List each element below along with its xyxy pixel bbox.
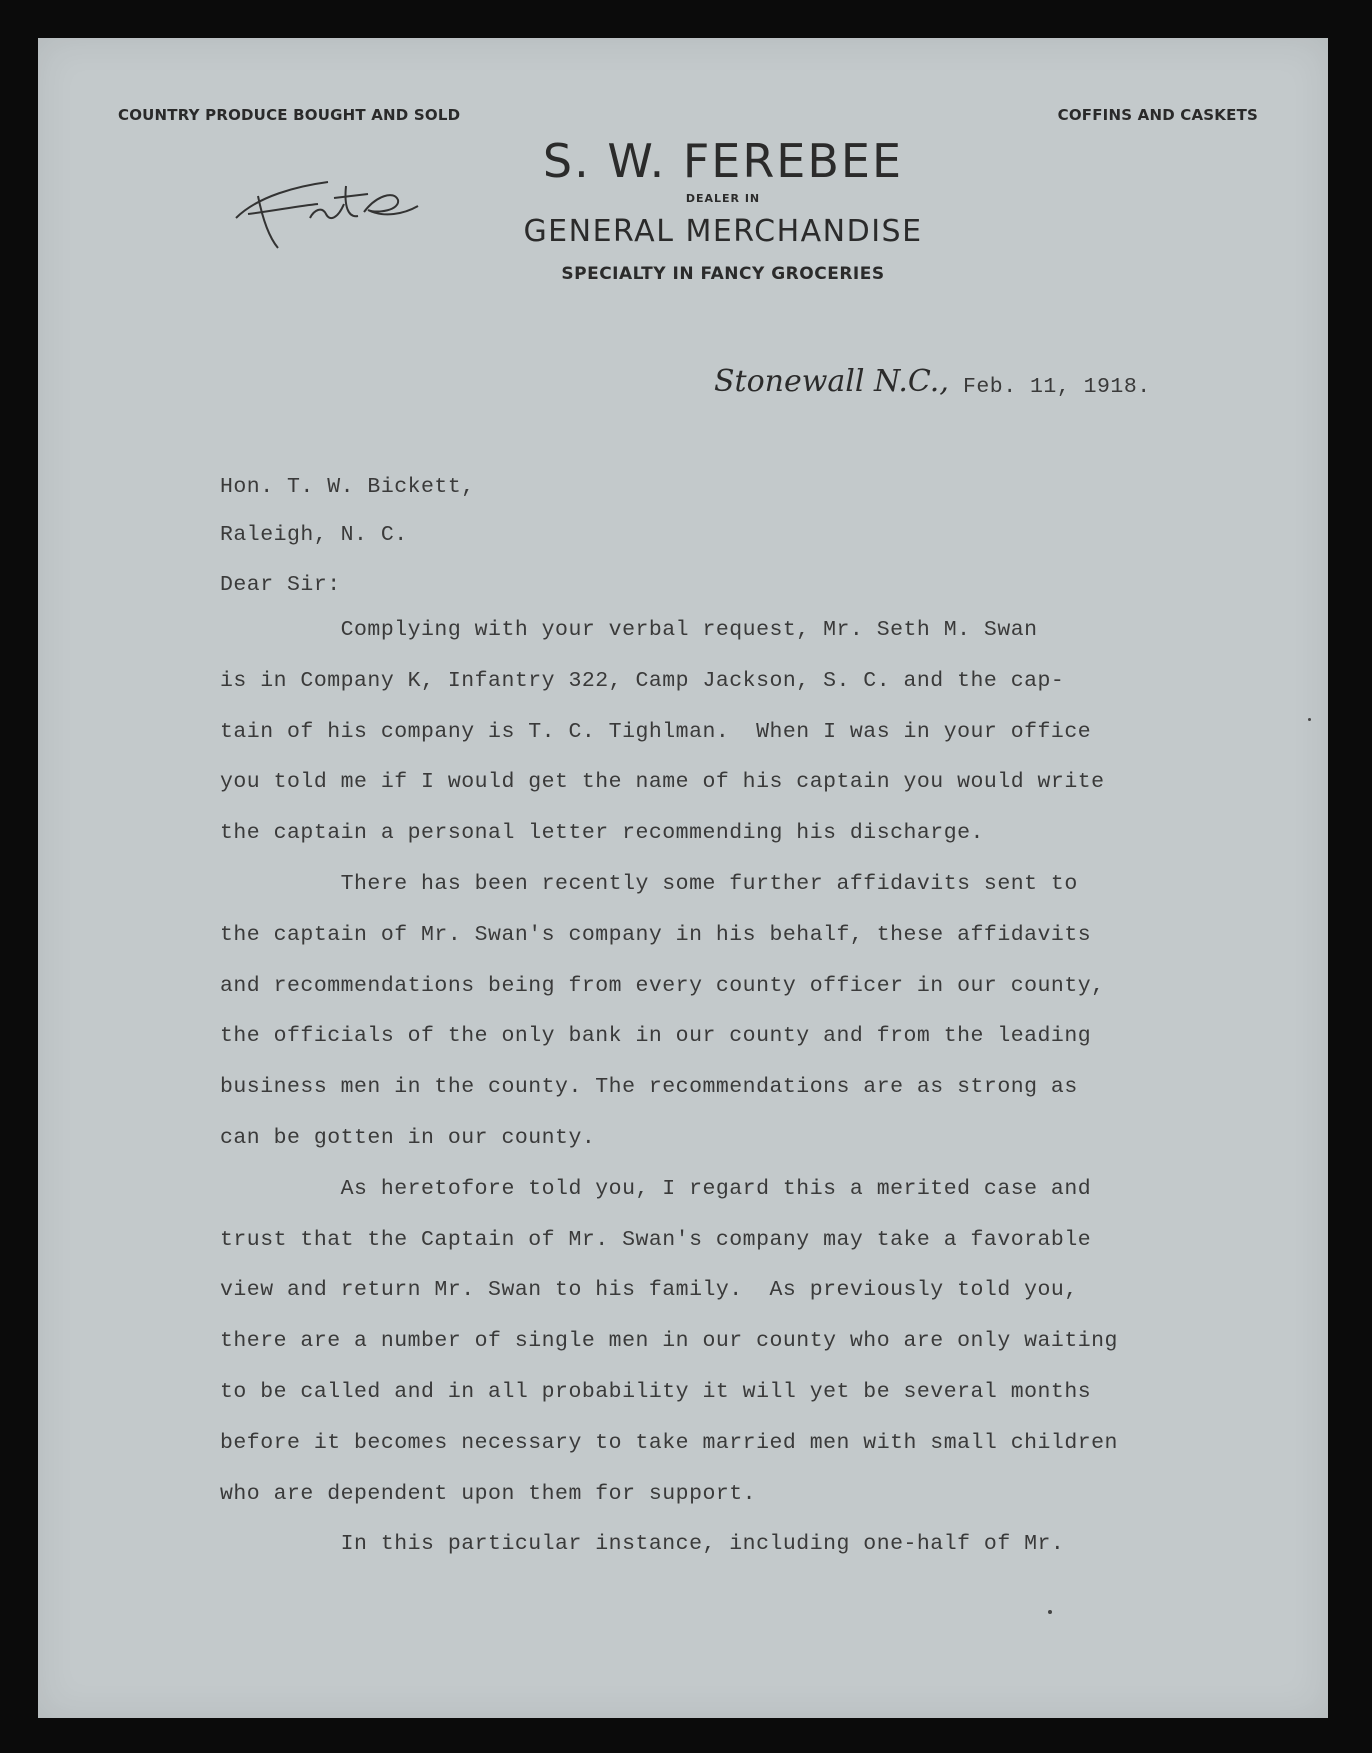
firm-name: S. W. FEREBEE [542, 134, 904, 188]
body-line: tain of his company is T. C. Tighlman. When I was in your office [220, 719, 1092, 744]
body-line: view and return Mr. Swan to his family. As previously told you, [220, 1278, 1078, 1303]
letter-paper [38, 38, 1328, 1718]
body-line: the captain a personal letter recommending his discharge. [220, 821, 984, 846]
body-line: As heretofore told you, I regard this a merited case and [220, 1176, 1092, 1201]
recipient-city: Raleigh, N. C. [220, 523, 408, 547]
letter-date: Feb. 11, 1918. [963, 375, 1151, 399]
recipient-name: Hon. T. W. Bickett, [220, 475, 475, 499]
body-line: there are a number of single men in our county who are only waiting [220, 1329, 1118, 1354]
letterhead-left-tagline: COUNTRY PRODUCE BOUGHT AND SOLD [118, 106, 461, 124]
body-line: and recommendations being from every county officer in our county, [220, 973, 1105, 998]
body-line: to be called and in all probability it will yet be several months [220, 1379, 1092, 1404]
body-line: business men in the county. The recommendations are as strong as [220, 1075, 1078, 1100]
body-line: before it becomes necessary to take married men with small children [220, 1430, 1118, 1455]
body-line: can be gotten in our county. [220, 1125, 596, 1150]
place-of-writing: Stonewall N.C., [714, 364, 949, 399]
ink-speck [1308, 718, 1311, 721]
body-line: the officials of the only bank in our county and from the leading [220, 1024, 1092, 1049]
dealer-in-label: DEALER IN [685, 192, 761, 205]
body-line: trust that the Captain of Mr. Swan's company may take a favorable [220, 1227, 1092, 1252]
salutation: Dear Sir: [220, 573, 341, 597]
body-line: the captain of Mr. Swan's company in his behalf, these affidavits [220, 922, 1092, 947]
letterhead-right-tagline: COFFINS AND CASKETS [1057, 106, 1258, 124]
body-line: Complying with your verbal request, Mr. Seth M. Swan [220, 618, 1038, 642]
specialty-line: SPECIALTY IN FANCY GROCERIES [561, 264, 885, 284]
body-line: is in Company K, Infantry 322, Camp Jackson, S. C. and the cap- [220, 668, 1065, 693]
body-line: who are dependent upon them for support. [220, 1481, 757, 1506]
body-line: There has been recently some further affidavits sent to [220, 871, 1078, 896]
body-line: you told me if I would get the name of his captain you would write [220, 770, 1105, 795]
ink-speck [1048, 1610, 1052, 1614]
business-type: GENERAL MERCHANDISE [523, 214, 923, 249]
letter-body [220, 618, 1240, 1583]
body-line: In this particular instance, including one-half of Mr. [220, 1532, 1065, 1557]
